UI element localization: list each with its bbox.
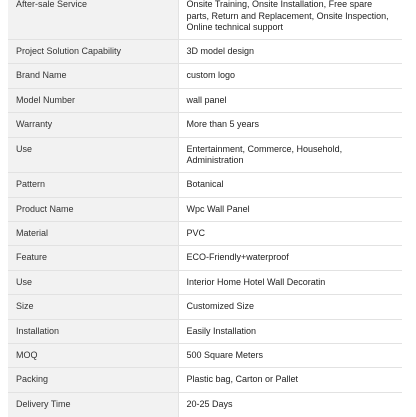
spec-row-material xyxy=(8,221,402,245)
spec-key: Size xyxy=(8,295,178,319)
spec-row-size xyxy=(8,295,402,319)
spec-value: Interior Home Hotel Wall Decoratin xyxy=(178,270,402,294)
spec-row-model-number xyxy=(8,88,402,112)
spec-value: 500 Square Meters xyxy=(178,343,402,367)
spec-key: Material xyxy=(8,221,178,245)
spec-value: PVC xyxy=(178,221,402,245)
spec-key: Pattern xyxy=(8,173,178,197)
spec-key: Project Solution Capability xyxy=(8,40,178,64)
spec-value: Customized Size xyxy=(178,295,402,319)
spec-key: Use xyxy=(8,270,178,294)
spec-key: Packing xyxy=(8,368,178,392)
spec-row-installation xyxy=(8,319,402,343)
spec-value: Botanical xyxy=(178,173,402,197)
spec-row-feature xyxy=(8,246,402,270)
spec-value: custom logo xyxy=(178,64,402,88)
spec-value: Onsite Training, Onsite Installation, Free spare parts, Return and Replacement, Onsite Inspection, Online technical support xyxy=(178,0,402,40)
spec-key: Product Name xyxy=(8,197,178,221)
spec-value: More than 5 years xyxy=(178,113,402,137)
spec-value: Entertainment, Commerce, Household, Administration xyxy=(178,137,402,173)
spec-key: MOQ xyxy=(8,343,178,367)
spec-row-delivery-time xyxy=(8,392,402,416)
spec-key: Use xyxy=(8,137,178,173)
spec-row-after-sale-service xyxy=(8,0,402,40)
spec-row-brand-name xyxy=(8,64,402,88)
spec-key: After-sale Service xyxy=(8,0,178,40)
spec-value: Easily Installation xyxy=(178,319,402,343)
spec-row-warranty xyxy=(8,113,402,137)
spec-value: wall panel xyxy=(178,88,402,112)
spec-value: ECO-Friendly+waterproof xyxy=(178,246,402,270)
spec-value: 20-25 Days xyxy=(178,392,402,416)
spec-row-use xyxy=(8,137,402,173)
spec-key: Warranty xyxy=(8,113,178,137)
product-spec-table xyxy=(8,0,402,417)
spec-row-pattern xyxy=(8,173,402,197)
spec-key: Brand Name xyxy=(8,64,178,88)
spec-key: Feature xyxy=(8,246,178,270)
spec-row-product-name xyxy=(8,197,402,221)
spec-value: Plastic bag, Carton or Pallet xyxy=(178,368,402,392)
spec-row-use-interior xyxy=(8,270,402,294)
spec-key: Delivery Time xyxy=(8,392,178,416)
spec-value: 3D model design xyxy=(178,40,402,64)
spec-row-moq xyxy=(8,343,402,367)
spec-row-packing xyxy=(8,368,402,392)
spec-key: Installation xyxy=(8,319,178,343)
spec-value: Wpc Wall Panel xyxy=(178,197,402,221)
spec-key: Model Number xyxy=(8,88,178,112)
spec-row-project-solution-capability xyxy=(8,40,402,64)
